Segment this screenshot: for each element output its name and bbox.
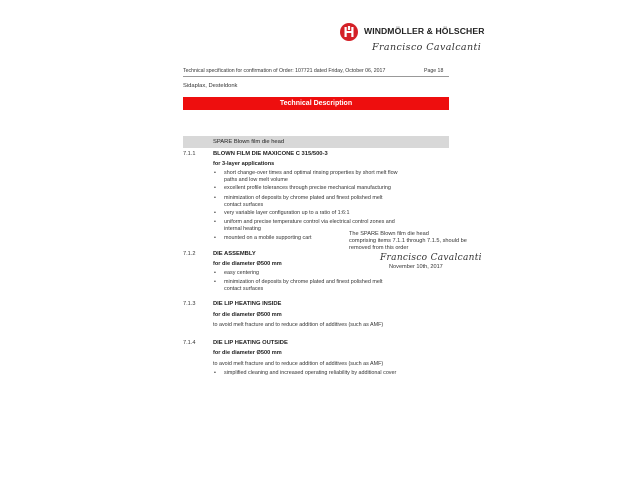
item-subtitle: for die diameter Ø500 mm (213, 261, 282, 267)
removal-note: The SPARE Blown film die head comprising items 7.1.1 through 7.1.5, should be removed from this order (349, 231, 467, 251)
signature-top: Francisco Cavalcanti (372, 42, 482, 53)
list-item: • simplified cleaning and increased operating reliability by additional cover (214, 370, 414, 377)
item-title: DIE ASSEMBLY (213, 251, 256, 257)
page-number: Page 18 (424, 68, 444, 74)
list-item: • excellent profile tolerances through precise mechanical manufacturing (214, 185, 414, 192)
section-heading (183, 136, 449, 148)
section-heading-label: SPARE Blown film die head (213, 139, 285, 145)
company-logo-icon (340, 23, 358, 41)
item-title: DIE LIP HEATING INSIDE (213, 301, 282, 307)
section-banner: Technical Description (183, 97, 449, 110)
item-subtitle: for die diameter Ø500 mm (213, 312, 282, 318)
item-number: 7.1.3 (183, 301, 196, 307)
list-item: • mounted on a mobile supporting cart (214, 235, 414, 242)
customer-name: Sidaplax, Desteldonk (183, 83, 238, 89)
item-subtitle: for 3-layer applications (213, 161, 275, 167)
item-number: 7.1.1 (183, 151, 196, 157)
item-number: 7.1.2 (183, 251, 196, 257)
item-text: to avoid melt fracture and to reduce addition of additives (such as AMF) (213, 322, 384, 328)
annotation-date: November 10th, 2017 (389, 264, 443, 270)
item-text: to avoid melt fracture and to reduce addition of additives (such as AMF) (213, 361, 384, 367)
spec-header: Technical specification for confirmation of Order: 107721 dated Friday, October 06, 2017 (183, 68, 386, 74)
list-item: • easy centering (214, 270, 414, 277)
list-item: • very variable layer configuration up to a ratio of 1:6:1 (214, 210, 414, 217)
item-title: DIE LIP HEATING OUTSIDE (213, 340, 288, 346)
list-item: • minimization of deposits by chrome plated and finest polished melt contact surfaces (214, 279, 414, 293)
item-number: 7.1.4 (183, 340, 196, 346)
company-name: WINDMÖLLER & HÖLSCHER (364, 26, 485, 36)
item-title: BLOWN FILM DIE MAXICONE C 315/500-3 (213, 151, 328, 157)
list-item: • short change-over times and optimal rinsing properties by short melt flow paths and low melt volume (214, 170, 414, 184)
list-item: • uniform and precise temperature control via electrical control zones and internal heating (214, 219, 414, 233)
item-subtitle: for die diameter Ø500 mm (213, 350, 282, 356)
header-divider (183, 76, 449, 77)
list-item: • minimization of deposits by chrome plated and finest polished melt contact surfaces (214, 195, 414, 209)
signature-annotation: Francisco Cavalcanti (380, 253, 482, 263)
